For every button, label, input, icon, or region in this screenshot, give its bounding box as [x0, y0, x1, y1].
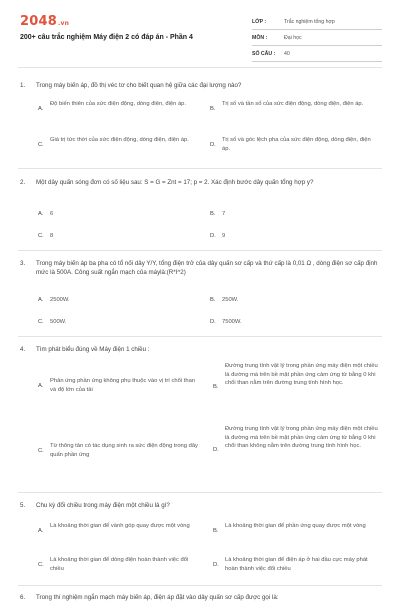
option-letter: B. — [210, 297, 216, 303]
question-number: 3. — [20, 260, 26, 267]
divider — [18, 168, 382, 169]
option-letter: C. — [38, 233, 44, 239]
option-text: Trị số và tần số của sức điện động, dòng điện, điện áp. — [222, 101, 364, 107]
question-text: Một dây quấn sóng đơn có số liệu sau: S = G = Znt = 17; p = 2. Xác định bước dây quấn tổng hợp y? — [36, 179, 314, 186]
option-letter: D. — [213, 447, 219, 453]
divider — [18, 585, 382, 586]
option-1c[interactable] — [38, 136, 188, 154]
option-4c[interactable] — [38, 442, 198, 482]
option-text: Là khoảng thời gian để vành góp quay được một vòng — [50, 523, 190, 529]
question-text: Tìm phát biểu đúng về Máy điện 1 chiều : — [36, 346, 150, 353]
option-1d[interactable] — [210, 136, 380, 154]
question-text: Trong máy biến áp ba pha có tổ nối dây Y/Y, tổng điện trở của dây quấn sơ cấp và thứ cấp là 0,01 Ω , dòng điện sơ cấp định mức là 500A. Công suất ngắn mạch của máylà:(R*I^2) — [36, 260, 378, 276]
option-text: Đường trung tính vật lý trong phần ứng máy điện một chiều là đường mà trên bề mặt phần ứng cảm ứng từ bằng 0 khi chổi than nằm trên đường trung tính hình học. — [225, 363, 378, 386]
question-text: Trong máy biến áp, đồ thị véc tơ cho biết quan hệ giữa các đại lượng nào? — [36, 82, 242, 89]
option-letter: D. — [210, 233, 216, 239]
question-3 — [20, 259, 382, 277]
option-letter: C. — [38, 142, 44, 148]
divider — [18, 67, 382, 68]
option-4d[interactable] — [213, 425, 380, 483]
divider — [18, 336, 382, 337]
option-letter: D. — [213, 562, 219, 568]
option-letter: A. — [38, 528, 44, 534]
option-letter: A. — [38, 383, 44, 389]
question-1 — [20, 81, 382, 90]
option-text: Từ thông tản có tác dụng sinh ra sức điện động trong dây quấn phần ứng — [50, 443, 198, 458]
site-logo[interactable] — [20, 14, 69, 29]
option-text: Trị số và góc lệch pha của sức điện động, dòng điện, điện áp. — [222, 137, 371, 152]
option-text: Phản ứng phần ứng không phụ thuộc vào vị trí chổi than và độ lớn của tải — [50, 378, 196, 393]
question-5 — [20, 501, 382, 510]
option-text: Là khoảng thời gian để điện áp ở hai đầu cực máy phát hoàn thành việc đổi chiều — [225, 557, 368, 572]
option-letter: A. — [38, 106, 44, 112]
divider — [18, 250, 382, 251]
option-text: 250W. — [222, 297, 239, 303]
option-text: 8 — [50, 233, 54, 239]
question-6 — [20, 593, 382, 602]
option-5c[interactable] — [38, 556, 198, 574]
option-letter: D. — [210, 142, 216, 148]
option-text: Là khoảng thời gian để phần ứng quay được một vòng — [225, 523, 366, 529]
question-number: 5. — [20, 502, 26, 509]
option-text: Là khoảng thời gian để dòng điện hoàn thành việc đổi chiều — [50, 557, 189, 572]
logo-text: 2048 — [20, 14, 57, 29]
option-letter: C. — [38, 562, 44, 568]
option-5a[interactable] — [38, 522, 198, 540]
option-letter: D. — [210, 319, 216, 325]
meta-value: 40 — [284, 50, 290, 57]
option-text: Giá trị tức thời của sức điện động, dòng điện, điện áp. — [50, 137, 189, 143]
option-text: 7 — [222, 211, 226, 217]
option-text: 2500W. — [50, 297, 70, 303]
question-number: 4. — [20, 346, 26, 353]
meta-key: MÔN : — [252, 34, 268, 41]
document-meta — [252, 14, 382, 62]
option-text: 7500W. — [222, 319, 242, 325]
meta-value: Trắc nghiệm tổng hợp — [284, 18, 335, 25]
option-text: Đường trung tính vật lý trong phần ứng máy điện một chiều là đường mà trên bề mặt phần ứng cảm ứng từ bằng 0 khi chổi than không nằm trên đường trung tính hình học. — [225, 426, 378, 449]
option-5b[interactable] — [213, 522, 380, 540]
option-letter: B. — [210, 211, 216, 217]
logo-suffix: .vn — [57, 20, 70, 27]
question-4 — [20, 345, 382, 354]
question-text: Chu kỳ đổi chiều trong máy điện một chiều là gì? — [36, 502, 170, 509]
option-letter: C. — [38, 319, 44, 325]
option-letter: B. — [210, 106, 216, 112]
meta-row-class — [252, 14, 382, 30]
option-4b[interactable] — [213, 362, 380, 412]
option-text: 9 — [222, 233, 226, 239]
option-letter: A. — [38, 297, 44, 303]
option-text: 500W. — [50, 319, 67, 325]
option-letter: C. — [38, 448, 44, 454]
option-letter: B. — [213, 528, 219, 534]
option-4a[interactable] — [38, 377, 198, 417]
option-text: Độ biến thiên của sức điện động, dòng điện, điện áp. — [50, 101, 187, 107]
option-text: 6 — [50, 211, 54, 217]
meta-key: LỚP : — [252, 18, 267, 25]
option-letter: A. — [38, 211, 44, 217]
question-number: 1. — [20, 82, 26, 89]
meta-value: Đại học — [284, 34, 302, 41]
option-5d[interactable] — [213, 556, 380, 574]
question-text: Trong thí nghiệm ngắn mạch máy biến áp, điện áp đặt vào dây quấn sơ cấp được gọi là: — [36, 594, 279, 601]
meta-row-count — [252, 46, 382, 62]
question-2 — [20, 178, 382, 187]
divider — [18, 492, 382, 493]
option-1a[interactable] — [38, 100, 188, 118]
question-number: 6. — [20, 594, 26, 601]
meta-row-subject — [252, 30, 382, 46]
question-number: 2. — [20, 179, 26, 186]
option-1b[interactable] — [210, 100, 380, 118]
document-title: 200+ câu trắc nghiệm Máy điện 2 có đáp án - Phần 4 — [20, 34, 193, 41]
option-letter: B. — [213, 384, 219, 390]
meta-key: SỐ CÂU : — [252, 50, 276, 57]
